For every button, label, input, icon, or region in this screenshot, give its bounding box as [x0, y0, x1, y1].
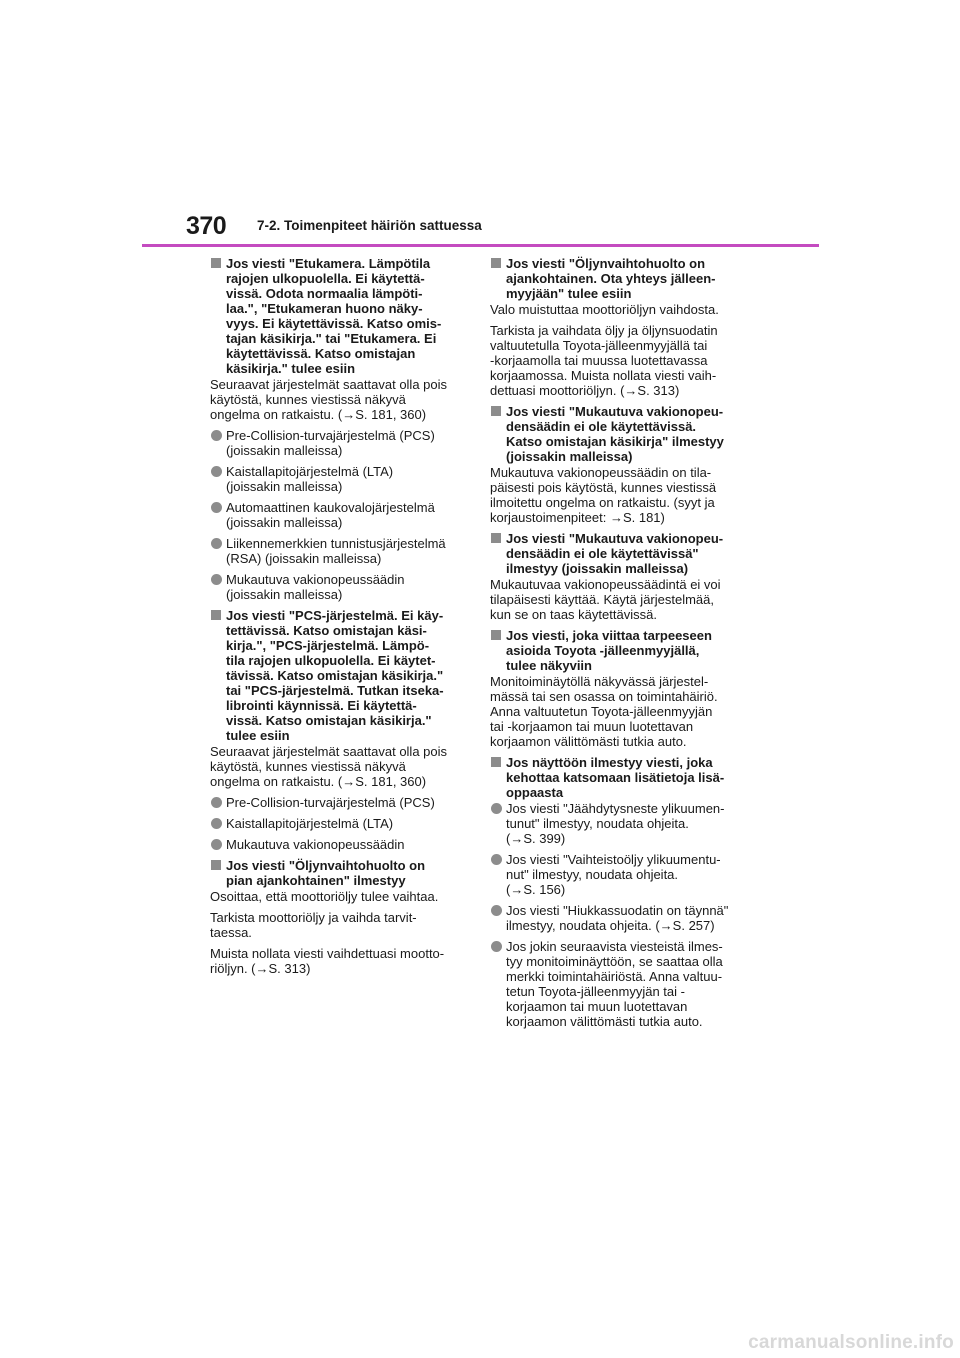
circle-bullet-icon — [211, 538, 222, 549]
chapter-title: 7-2. Toimenpiteet häiriön sattuessa — [257, 218, 482, 233]
text-line: Jos viesti "Vaihteistoöljy ylikuumentu- — [506, 852, 721, 867]
body-paragraph — [210, 946, 468, 976]
circle-bullet-icon — [491, 941, 502, 952]
text-line: mässä tai sen osassa on toimintahäiriö. — [490, 689, 718, 704]
text-line: Monitoiminäytöllä näkyvässä järjestel- — [490, 674, 709, 689]
text-line: korjaamossa. Muista nollata viesti vaih- — [490, 368, 717, 383]
square-bullet-icon — [211, 610, 221, 620]
circle-bullet-icon — [491, 854, 502, 865]
square-bullet-icon — [211, 258, 221, 268]
bullet-item — [490, 852, 748, 897]
text-line: (joissakin malleissa) — [226, 479, 343, 494]
body-paragraph — [490, 323, 748, 398]
circle-bullet-icon — [211, 797, 222, 808]
text-line: käytettävissä. Katso omistajan — [226, 346, 416, 361]
text-line: tetun Toyota-jälleenmyyjän tai - — [506, 984, 685, 999]
section-heading — [490, 404, 748, 464]
text-line: Tarkista moottoriöljy ja vaihda tarvit- — [210, 910, 417, 925]
section-heading — [490, 256, 748, 301]
text-line: tunut" ilmestyy, noudata ohjeita. — [506, 816, 689, 831]
header-rule — [142, 244, 819, 247]
page-header — [0, 0, 960, 250]
text-line: oppaasta — [506, 785, 564, 800]
text-line: käytöstä, kunnes viestissä näkyvä — [210, 759, 406, 774]
text-line: tävissä. Katso omistajan käsikirja." — [226, 668, 444, 683]
text-line: Kaistallapitojärjestelmä (LTA) — [226, 816, 394, 831]
text-line: asioida Toyota -jälleenmyyjällä, — [506, 643, 700, 658]
bullet-item — [210, 572, 468, 602]
text-line: Jos viesti "Öljynvaihtohuolto on — [226, 858, 426, 873]
text-line: vissä. Odota normaalia lämpöti- — [226, 286, 423, 301]
text-line: (joissakin malleissa) — [506, 449, 633, 464]
text-line: vyys. Ei käytettävissä. Katso omis- — [226, 316, 442, 331]
text-line: ongelma on ratkaistu. (→S. 181, 360) — [210, 774, 427, 789]
text-line: Jos viesti "Hiukkassuodatin on täynnä" — [506, 903, 729, 918]
text-line: korjaamon tai muun luotettavan — [506, 999, 688, 1014]
text-line: päisesti pois käytöstä, kunnes viestissä — [490, 480, 717, 495]
text-line: tettävissä. Katso omistajan käsi- — [226, 623, 427, 638]
square-bullet-icon — [491, 406, 501, 416]
text-line: Seuraavat järjestelmät saattavat olla pois — [210, 377, 448, 392]
text-line: Muista nollata viesti vaihdettuasi mootto- — [210, 946, 445, 961]
text-line: ilmestyy (joissakin malleissa) — [506, 561, 689, 576]
body-paragraph — [210, 889, 468, 904]
bullet-item — [210, 795, 468, 810]
text-line: tilapäisesti käyttää. Käytä järjestelmää, — [490, 592, 714, 607]
text-line: Osoittaa, että moottoriöljy tulee vaihtaa. — [210, 889, 439, 904]
text-line: Automaattinen kaukovalojärjestelmä — [226, 500, 435, 515]
text-line: Jos viesti "Öljynvaihtohuolto on — [506, 256, 706, 271]
text-line: ilmoitettu ongelma on ratkaistu. (syyt ja — [490, 495, 715, 510]
text-line: myyjään" tulee esiin — [506, 286, 632, 301]
body-paragraph — [490, 577, 748, 622]
text-line: -korjaamolla tai muussa luotettavassa — [490, 353, 708, 368]
text-line: Valo muistuttaa moottoriöljyn vaihdosta. — [490, 302, 719, 317]
text-line: tai "PCS-järjestelmä. Tutkan itseka- — [226, 683, 444, 698]
text-line: Jos viesti "Mukautuva vakionopeu- — [506, 404, 724, 419]
body-paragraph — [490, 465, 748, 525]
text-line: densäädin ei ole käytettävissä. — [506, 419, 697, 434]
square-bullet-icon — [491, 533, 501, 543]
text-line: ajankohtainen. Ota yhteys jälleen- — [506, 271, 716, 286]
page-number: 370 — [186, 212, 227, 240]
section-heading — [490, 628, 748, 673]
section-heading — [490, 531, 748, 576]
text-line: tulee esiin — [226, 728, 290, 743]
section-heading — [490, 755, 748, 800]
body-paragraph — [490, 302, 748, 317]
text-line: korjaustoimenpiteet: →S. 181) — [490, 510, 665, 525]
bullet-item — [210, 464, 468, 494]
text-line: käytöstä, kunnes viestissä näkyvä — [210, 392, 406, 407]
circle-bullet-icon — [211, 818, 222, 829]
text-line: kirja.", "PCS-järjestelmä. Lämpö- — [226, 638, 430, 653]
text-line: Pre-Collision-turvajärjestelmä (PCS) — [226, 428, 435, 443]
text-line: Jos viesti "Mukautuva vakionopeu- — [506, 531, 724, 546]
text-line: Liikennemerkkien tunnistusjärjestelmä — [226, 536, 446, 551]
text-line: ongelma on ratkaistu. (→S. 181, 360) — [210, 407, 427, 422]
text-line: kehottaa katsomaan lisätietoja lisä- — [506, 770, 725, 785]
text-line: Jos jokin seuraavista viesteistä ilmes- — [506, 939, 723, 954]
bullet-item — [490, 903, 748, 933]
circle-bullet-icon — [491, 803, 502, 814]
text-line: valtuutetulla Toyota-jälleenmyyjällä tai — [490, 338, 708, 353]
text-line: pian ajankohtainen" ilmestyy — [226, 873, 406, 888]
circle-bullet-icon — [211, 466, 222, 477]
text-line: (RSA) (joissakin malleissa) — [226, 551, 382, 566]
text-line: dettuasi moottoriöljyn. (→S. 313) — [490, 383, 680, 398]
square-bullet-icon — [491, 258, 501, 268]
text-line: korjaamon välittömästi tutkia auto. — [490, 734, 687, 749]
circle-bullet-icon — [211, 839, 222, 850]
circle-bullet-icon — [211, 430, 222, 441]
text-line: Mukautuva vakionopeussäädin on tila- — [490, 465, 712, 480]
body-paragraph — [490, 674, 748, 749]
text-line: (→S. 399) — [506, 831, 566, 846]
body-paragraph — [210, 744, 468, 789]
square-bullet-icon — [491, 757, 501, 767]
text-line: Jos näyttöön ilmestyy viesti, joka — [506, 755, 713, 770]
left-column — [210, 256, 468, 982]
text-line: Mukautuvaa vakionopeussäädintä ei voi — [490, 577, 721, 592]
text-line: taessa. — [210, 925, 252, 940]
bullet-item — [210, 428, 468, 458]
text-line: tulee näkyviin — [506, 658, 592, 673]
text-line: librointi käynnissä. Ei käytettä- — [226, 698, 417, 713]
square-bullet-icon — [211, 860, 221, 870]
text-line: Anna valtuutetun Toyota-jälleenmyyjän — [490, 704, 713, 719]
text-line: riöljyn. (→S. 313) — [210, 961, 311, 976]
text-line: rajojen ulkopuolella. Ei käytettä- — [226, 271, 425, 286]
circle-bullet-icon — [211, 574, 222, 585]
text-line: tai -korjaamon tai muun luotettavan — [490, 719, 694, 734]
bullet-item — [210, 500, 468, 530]
text-line: korjaamon välittömästi tutkia auto. — [506, 1014, 703, 1029]
text-line: Pre-Collision-turvajärjestelmä (PCS) — [226, 795, 435, 810]
text-line: tyy monitoiminäyttöön, se saattaa olla — [506, 954, 723, 969]
text-line: densäädin ei ole käytettävissä" — [506, 546, 699, 561]
text-line: Mukautuva vakionopeussäädin — [226, 572, 405, 587]
text-line: Katso omistajan käsikirja" ilmestyy — [506, 434, 724, 449]
text-line: nut" ilmestyy, noudata ohjeita. — [506, 867, 679, 882]
section-heading — [210, 858, 468, 888]
bullet-item — [490, 801, 748, 846]
text-line: Jos viesti "PCS-järjestelmä. Ei käy- — [226, 608, 444, 623]
text-line: vissä. Katso omistajan käsikirja." — [226, 713, 432, 728]
bullet-item — [210, 536, 468, 566]
text-line: (joissakin malleissa) — [226, 443, 343, 458]
circle-bullet-icon — [211, 502, 222, 513]
text-line: Jos viesti, joka viittaa tarpeeseen — [506, 628, 712, 643]
body-paragraph — [210, 377, 468, 422]
text-line: (joissakin malleissa) — [226, 587, 343, 602]
section-heading — [210, 608, 468, 743]
text-line: (→S. 156) — [506, 882, 566, 897]
text-line: tajan käsikirja." tai "Etukamera. Ei — [226, 331, 437, 346]
bullet-item — [490, 939, 748, 1029]
text-line: Seuraavat järjestelmät saattavat olla pois — [210, 744, 448, 759]
square-bullet-icon — [491, 630, 501, 640]
text-line: ilmestyy, noudata ohjeita. (→S. 257) — [506, 918, 715, 933]
text-line: merkki toimintahäiriöstä. Anna valtuu- — [506, 969, 723, 984]
text-line: Kaistallapitojärjestelmä (LTA) — [226, 464, 394, 479]
text-line: tila rajojen ulkopuolella. Ei käytet- — [226, 653, 436, 668]
body-paragraph — [210, 910, 468, 940]
section-heading — [210, 256, 468, 376]
bullet-item — [210, 816, 468, 831]
circle-bullet-icon — [491, 905, 502, 916]
text-line: Tarkista ja vaihdata öljy ja öljynsuodatin — [490, 323, 718, 338]
text-line: Mukautuva vakionopeussäädin — [226, 837, 405, 852]
text-line: Jos viesti "Etukamera. Lämpötila — [226, 256, 431, 271]
text-line: käsikirja." tulee esiin — [226, 361, 356, 376]
watermark-text: carmanualsonline.info — [748, 1332, 954, 1353]
text-line: (joissakin malleissa) — [226, 515, 343, 530]
text-line: laa.", "Etukameran huono näky- — [226, 301, 423, 316]
text-line: kun se on taas käytettävissä. — [490, 607, 657, 622]
bullet-item — [210, 837, 468, 852]
text-line: Jos viesti "Jäähdytysneste ylikuumen- — [506, 801, 725, 816]
right-column — [490, 256, 748, 1035]
